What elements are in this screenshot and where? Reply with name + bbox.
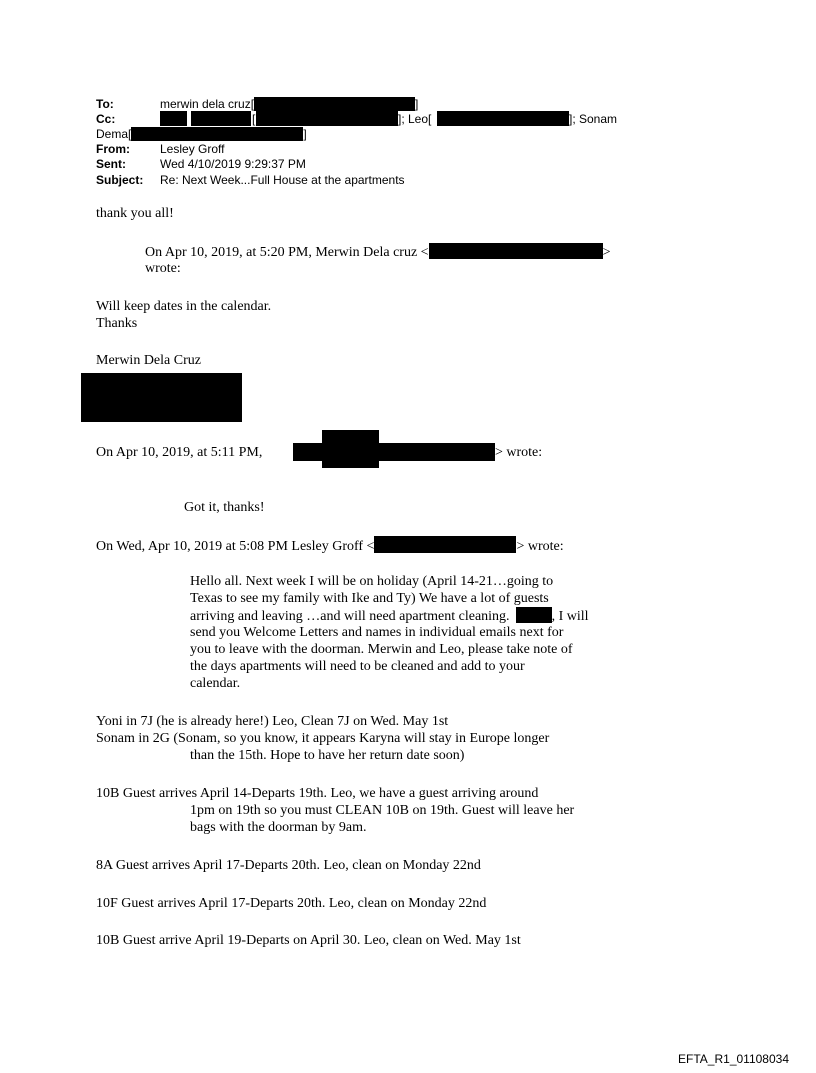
guest-10b-line: 10B Guest arrives April 14-Departs 19th. Leo, we have a guest arriving around: [96, 786, 539, 801]
guest-10f-line: 10F Guest arrives April 17-Departs 20th. Leo, clean on Monday 22nd: [96, 896, 487, 911]
signature: Merwin Dela Cruz: [96, 353, 201, 368]
redaction: [516, 607, 552, 623]
to-line: [96, 97, 418, 111]
yoni-line: Yoni in 7J (he is already here!) Leo, Clean 7J on Wed. May 1st: [96, 714, 449, 729]
guest-10b-line-2: 1pm on 19th so you must CLEAN 10B on 19th. Guest will leave her: [190, 803, 575, 818]
quote2-wrote: > wrote:: [495, 445, 543, 460]
para-text: , I will: [551, 609, 589, 624]
quote1-text: On Apr 10, 2019, at 5:20 PM, Merwin Dela cruz <: [145, 245, 429, 260]
subject-value: Re: Next Week...Full House at the apartments: [160, 173, 405, 187]
redaction: [322, 430, 379, 468]
para-line: calendar.: [190, 676, 241, 691]
para-line: send you Welcome Letters and names in individual emails next for: [190, 625, 564, 640]
redaction: [256, 111, 398, 126]
sent-label: Sent:: [96, 157, 126, 171]
to-label: To:: [96, 97, 114, 111]
cc-leo: ]; Leo[: [398, 112, 432, 126]
from-value: Lesley Groff: [160, 142, 225, 156]
cc-dema: Dema[: [96, 127, 132, 141]
sent-line: [96, 157, 306, 171]
redaction: [160, 111, 187, 126]
cc-bracket: [: [252, 112, 256, 126]
quote1-close: >: [602, 245, 611, 260]
from-line: [96, 142, 224, 156]
keep-thanks: Thanks: [96, 316, 138, 331]
cc-sonam: ]; Sonam: [569, 112, 618, 126]
guest-10b-second-line: 10B Guest arrive April 19-Departs on April 30. Leo, clean on Wed. May 1st: [96, 933, 521, 948]
quote1-wrote: wrote:: [145, 261, 181, 276]
redaction: [131, 127, 303, 141]
redaction: [374, 536, 516, 553]
quote3-text: On Wed, Apr 10, 2019 at 5:08 PM Lesley Groff <: [96, 539, 375, 554]
quote1-line: [145, 243, 610, 261]
redaction: [81, 373, 242, 422]
para-line: the days apartments will need to be cleaned and add to your: [190, 659, 525, 674]
para-line: Texas to see my family with Ike and Ty) We have a lot of guests: [190, 591, 549, 606]
cc-line-2: [96, 127, 307, 141]
cc-label: Cc:: [96, 112, 116, 126]
from-label: From:: [96, 142, 130, 156]
guest-8a-line: 8A Guest arrives April 17-Departs 20th. Leo, clean on Monday 22nd: [96, 858, 481, 873]
quote2-text: On Apr 10, 2019, at 5:11 PM,: [96, 445, 263, 460]
redaction: [254, 97, 415, 111]
quote3-wrote: > wrote:: [516, 539, 564, 554]
para-line: you to leave with the doorman. Merwin and Leo, please take note of: [190, 642, 573, 657]
thanks-line: thank you all!: [96, 206, 174, 221]
redaction: [429, 243, 603, 259]
sonam-line: Sonam in 2G (Sonam, so you know, it appears Karyna will stay in Europe longer: [96, 731, 550, 746]
quote3-line: [96, 536, 564, 555]
keep-line: Will keep dates in the calendar.: [96, 299, 272, 314]
para-line: [190, 607, 589, 625]
redaction: [191, 111, 251, 126]
to-value: merwin dela cruz[: [160, 97, 255, 111]
guest-10b-line-3: bags with the doorman by 9am.: [190, 820, 367, 835]
subject-label: Subject:: [96, 173, 144, 187]
to-close: ]: [415, 97, 419, 111]
subject-line: [96, 173, 405, 187]
gotit-line: Got it, thanks!: [184, 500, 265, 515]
sonam-line-2: than the 15th. Hope to have her return date soon): [190, 748, 465, 763]
para-text: arriving and leaving …and will need apartment cleaning.: [190, 609, 510, 624]
document-id: EFTA_R1_01108034: [678, 1052, 789, 1066]
para-line: Hello all. Next week I will be on holiday (April 14-21…going to: [190, 574, 554, 589]
cc-dema-close: ]: [303, 127, 307, 141]
sent-value: Wed 4/10/2019 9:29:37 PM: [160, 157, 306, 171]
cc-line: [96, 112, 160, 126]
redaction: [437, 111, 569, 126]
